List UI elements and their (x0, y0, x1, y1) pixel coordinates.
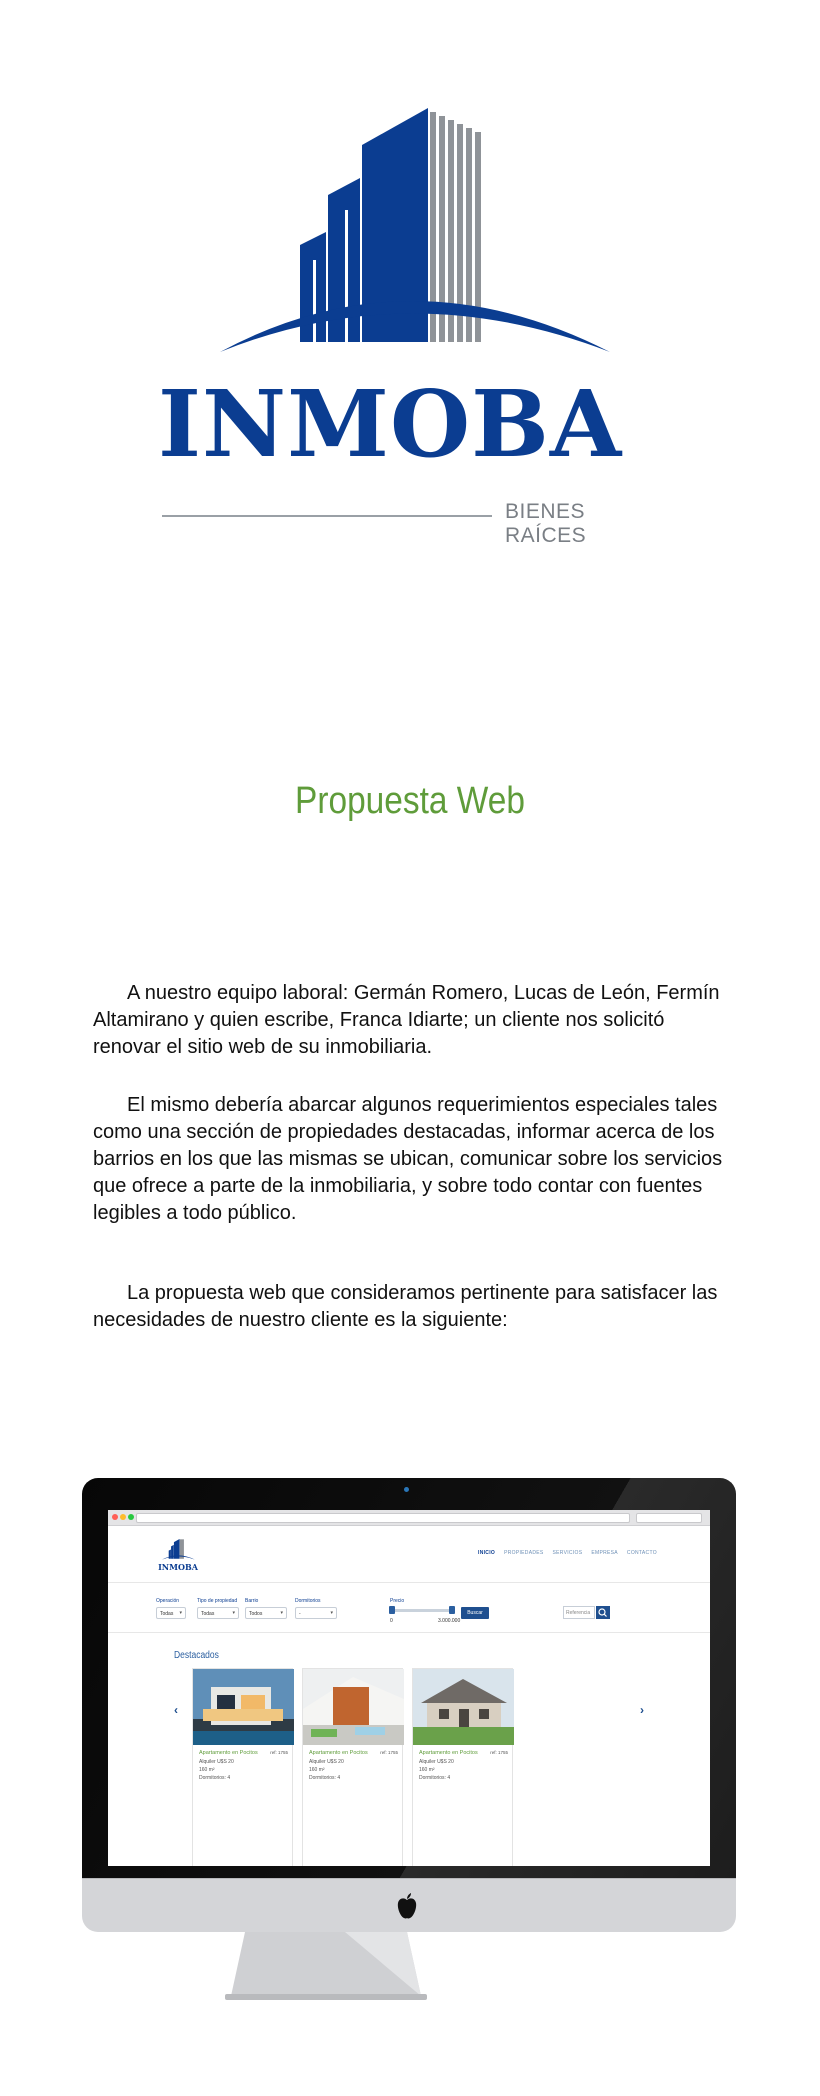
paragraph-text: El mismo debería abarcar algunos requerimientos especiales tales como una sección de propiedades destacadas, informar acerca de los barrios en los que las mismas se ubican, comunicar sobre los servicios que ofrece a parte de la inmobiliaria, y sobre todo contar con fuentes legibles a todo público. (93, 1094, 723, 1224)
camera-icon (404, 1487, 409, 1492)
logo-wordmark: INMOBA (158, 370, 623, 478)
browser-toolbar (108, 1510, 710, 1526)
barrio-label: Barrio (245, 1598, 259, 1604)
property-card[interactable] (302, 1668, 403, 1866)
maximize-window-icon[interactable] (128, 1514, 134, 1520)
property-photo (303, 1669, 404, 1745)
filter-divider (108, 1632, 710, 1633)
proposal-paragraph (93, 1280, 733, 1334)
paragraph-text: A nuestro equipo laboral: Germán Romero, Lucas de León, Fermín Altamirano y quien escribe, Franca Idiarte; un cliente nos solicitó renovar el sitio web de su inmobiliaria. (93, 982, 720, 1058)
property-area: 160 m² (309, 1767, 325, 1773)
site-logo-wordmark: INMOBA (158, 1562, 198, 1572)
property-title: Apartamento en Pocitos (199, 1750, 258, 1756)
intro-paragraph (93, 980, 733, 1061)
property-ref: ref: 1755 (270, 1750, 288, 1755)
select-value: Todas (160, 1611, 174, 1617)
tipo-propiedad-label: Tipo de propiedad (197, 1598, 238, 1604)
building-logo-icon (150, 100, 670, 400)
property-ref: ref: 1755 (490, 1750, 508, 1755)
requirements-paragraph (93, 1092, 733, 1227)
carousel-next-arrow[interactable]: › (640, 1703, 644, 1717)
property-title: Apartamento en Pocitos (419, 1750, 478, 1756)
select-value: Todas (201, 1611, 215, 1617)
monitor-chin (82, 1878, 736, 1932)
website-screen (108, 1510, 710, 1866)
inmoba-logo (150, 100, 670, 547)
monitor-stand (215, 1932, 437, 2000)
property-rooms: Dormitorios: 4 (199, 1775, 231, 1781)
page-title: Propuesta Web (295, 780, 525, 822)
reference-search-button[interactable] (596, 1606, 610, 1619)
nav-item-empresa[interactable]: EMPRESA (591, 1550, 618, 1556)
property-card[interactable] (412, 1668, 513, 1866)
operacion-select[interactable] (156, 1607, 186, 1619)
property-area: 160 m² (419, 1767, 435, 1773)
barrio-select[interactable] (245, 1607, 287, 1619)
property-title: Apartamento en Pocitos (309, 1750, 368, 1756)
header-divider (108, 1582, 710, 1583)
featured-section-title: Destacados (174, 1650, 219, 1661)
property-photo (193, 1669, 294, 1745)
chevron-down-icon: ▾ (179, 1610, 182, 1616)
search-button[interactable]: Buscar (461, 1607, 489, 1619)
property-price: Alquiler U$S 20 (199, 1759, 234, 1765)
nav-item-propiedades[interactable]: PROPIEDADES (504, 1550, 544, 1556)
property-price: Alquiler U$S 20 (419, 1759, 454, 1765)
monitor-bezel (82, 1478, 736, 1878)
dormitorios-select[interactable] (295, 1607, 337, 1619)
chevron-down-icon: ▾ (280, 1610, 283, 1616)
price-range-slider[interactable] (390, 1609, 454, 1612)
property-rooms: Dormitorios: 4 (419, 1775, 451, 1781)
property-price: Alquiler U$S 20 (309, 1759, 344, 1765)
select-value: Todos (249, 1611, 263, 1617)
dormitorios-label: Dormitorios (295, 1598, 321, 1604)
reference-input[interactable]: Referencia (563, 1606, 595, 1619)
nav-item-inicio[interactable]: INICIO (478, 1550, 496, 1556)
apple-logo-icon (390, 1891, 424, 1923)
nav-item-servicios[interactable]: SERVICIOS (552, 1550, 583, 1556)
tipo-propiedad-select[interactable] (197, 1607, 239, 1619)
property-ref: ref: 1755 (380, 1750, 398, 1755)
close-window-icon[interactable] (112, 1514, 118, 1520)
price-max-value: 3.000.000 (438, 1618, 461, 1624)
nav-item-contacto[interactable]: CONTACTO (626, 1550, 657, 1556)
paragraph-text: La propuesta web que consideramos pertinente para satisfacer las necesidades de nuestro cliente es la siguiente: (93, 1282, 718, 1331)
minimize-window-icon[interactable] (120, 1514, 126, 1520)
logo-tagline: BIENES RAÍCES (505, 500, 587, 547)
building-logo-icon (156, 1538, 200, 1564)
price-max-handle[interactable] (449, 1606, 455, 1614)
browser-search-field[interactable] (636, 1513, 702, 1523)
logo-divider (162, 515, 492, 517)
operacion-label: Operación (156, 1598, 180, 1604)
property-card[interactable] (192, 1668, 293, 1866)
carousel-prev-arrow[interactable]: ‹ (174, 1703, 178, 1717)
imac-mockup (82, 1478, 736, 1932)
price-min-handle[interactable] (389, 1606, 395, 1614)
price-min-value: 0 (390, 1618, 393, 1624)
property-area: 160 m² (199, 1767, 215, 1773)
property-photo (413, 1669, 514, 1745)
select-value: - (299, 1611, 301, 1617)
chevron-down-icon: ▾ (330, 1610, 333, 1616)
chevron-down-icon: ▾ (232, 1610, 235, 1616)
address-bar[interactable] (136, 1513, 630, 1523)
site-logo[interactable] (156, 1538, 200, 1576)
search-icon (596, 1606, 610, 1619)
property-rooms: Dormitorios: 4 (309, 1775, 341, 1781)
precio-label: Precio (390, 1598, 405, 1604)
main-nav (478, 1550, 657, 1556)
